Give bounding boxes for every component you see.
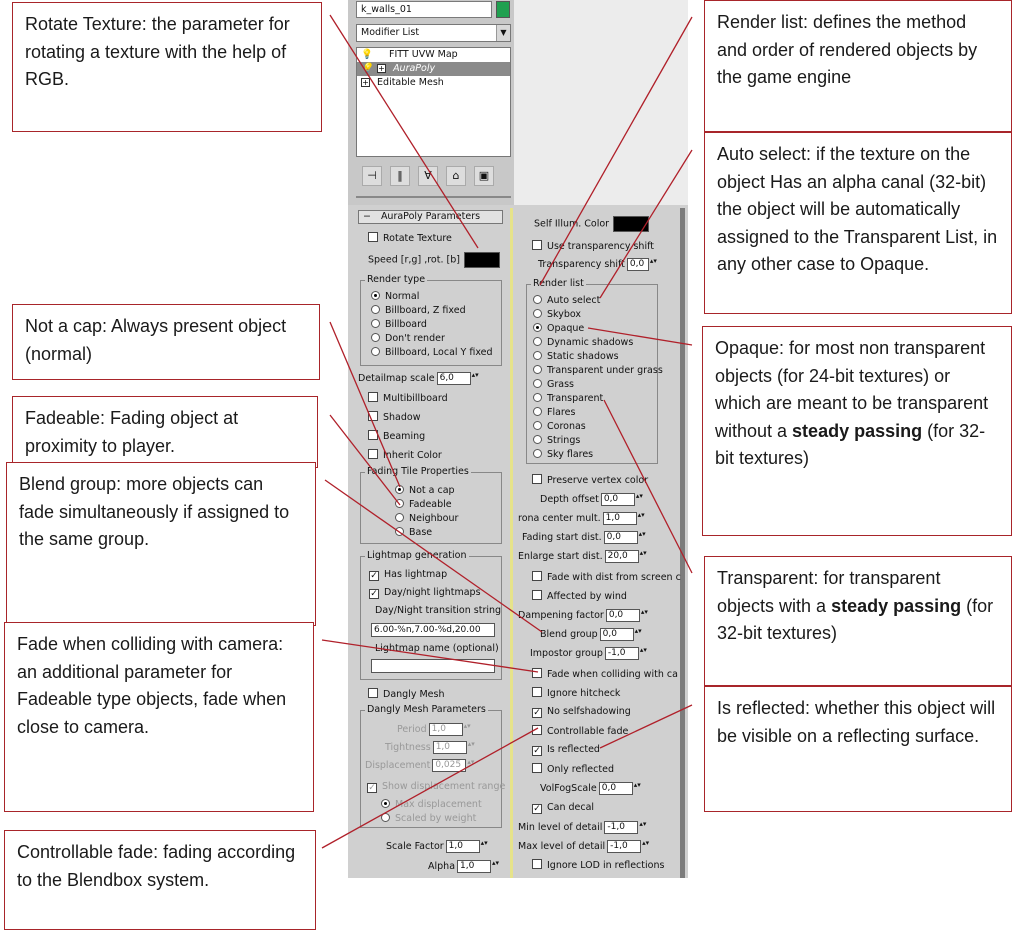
- ignore-hitcheck-checkbox[interactable]: Ignore hitcheck: [532, 687, 620, 699]
- displacement-row: Displacement 0,025 ▴▾: [365, 759, 466, 772]
- modifier-stack: [356, 47, 511, 157]
- stack-toolbar: [356, 162, 511, 190]
- expand-icon[interactable]: +: [362, 78, 369, 87]
- only-reflected-checkbox[interactable]: Only reflected: [532, 763, 614, 775]
- alpha-spinner[interactable]: 1,0 ▴▾: [457, 860, 491, 873]
- scaled-weight-radio[interactable]: Scaled by weight: [381, 813, 476, 824]
- blend-group-row: Blend group 0,0 ▴▾: [540, 628, 634, 641]
- lightmap-name-input[interactable]: [371, 659, 495, 673]
- lightbulb-icon[interactable]: 💡: [361, 49, 373, 60]
- render-list-strings[interactable]: Strings: [533, 435, 580, 446]
- lightmap-group: Lightmap generation ✓ Has lightmap ✓ Day/night lightmaps Day/Night transition string 6.00-%n,7.00-%d,20.00 Lightmap name (optional): [360, 556, 502, 680]
- self-illum-row: Self Illum. Color: [534, 216, 649, 232]
- transition-label: Day/Night transition string: [375, 605, 502, 616]
- modifier-list-label: Modifier List: [361, 27, 420, 38]
- scale-factor-row: Scale Factor 1,0 ▴▾: [386, 840, 480, 853]
- make-unique-icon[interactable]: ∀: [418, 166, 438, 186]
- lightmap-name-label: Lightmap name (optional): [375, 643, 499, 654]
- render-type-billboard[interactable]: Billboard: [371, 319, 427, 330]
- fading-neighbour[interactable]: Neighbour: [395, 513, 458, 524]
- panel-splitter[interactable]: [510, 208, 513, 878]
- checkbox-icon[interactable]: [368, 232, 378, 242]
- period-row: Period 1,0 ▴▾: [397, 723, 463, 736]
- fading-start-spinner[interactable]: 0,0 ▴▾: [604, 531, 638, 544]
- no-selfshadowing-checkbox[interactable]: ✓ No selfshadowing: [533, 706, 631, 718]
- fade-screen-checkbox[interactable]: Fade with dist from screen c: [532, 571, 681, 583]
- object-name-field[interactable]: k_walls_01: [356, 1, 492, 18]
- aurapoly-panel: [348, 0, 688, 878]
- collapse-icon[interactable]: −: [363, 211, 371, 222]
- max-lod-spinner[interactable]: -1,0 ▴▾: [607, 840, 641, 853]
- render-list-skybox[interactable]: Skybox: [533, 309, 581, 320]
- impostor-group-spinner[interactable]: -1,0 ▴▾: [605, 647, 639, 660]
- callout-is-reflected: Is reflected: whether this object will be visible on a reflecting surface.: [704, 686, 1012, 812]
- modifier-list-dropdown[interactable]: [356, 24, 511, 42]
- beaming-checkbox[interactable]: Beaming: [368, 430, 425, 442]
- controllable-fade-checkbox[interactable]: Controllable fade: [532, 725, 628, 737]
- ignore-lod-checkbox[interactable]: Ignore LOD in reflections: [532, 859, 664, 871]
- is-reflected-checkbox[interactable]: ✓ Is reflected: [533, 744, 600, 756]
- fading-not-a-cap[interactable]: Not a cap: [395, 485, 455, 496]
- render-list-flares[interactable]: Flares: [533, 407, 575, 418]
- fading-base[interactable]: Base: [395, 527, 432, 538]
- max-lod-row: Max level of detail -1,0 ▴▾: [518, 840, 641, 853]
- dampening-row: Dampening factor 0,0 ▴▾: [518, 609, 640, 622]
- min-lod-row: Min level of detail -1,0 ▴▾: [518, 821, 638, 834]
- render-type-dont-render[interactable]: Don't render: [371, 333, 445, 344]
- impostor-group-row: Impostor group -1,0 ▴▾: [530, 647, 639, 660]
- divider: [356, 196, 511, 198]
- rotate-texture-checkbox[interactable]: Rotate Texture: [368, 232, 452, 244]
- speed-color-swatch[interactable]: [464, 252, 500, 268]
- render-list-coronas[interactable]: Coronas: [533, 421, 586, 432]
- transparency-shift-spinner[interactable]: 0,0 ▴▾: [627, 258, 649, 271]
- callout-transparent: Transparent: for transparent objects with a steady passing (for 32-bit textures): [704, 556, 1012, 686]
- render-list-grass[interactable]: Grass: [533, 379, 574, 390]
- shadow-checkbox[interactable]: Shadow: [368, 411, 421, 423]
- dangly-params-group: Dangly Mesh Parameters Period 1,0 ▴▾ Tightness 1,0 ▴▾ Displacement 0,025 ▴▾ ✓ Show displacement range Max displacement Scaled by weight: [360, 710, 502, 828]
- render-list-transparent[interactable]: Transparent: [533, 393, 603, 404]
- alpha-row: Alpha 1,0 ▴▾: [428, 860, 491, 873]
- callout-controllable-fade: Controllable fade: fading according to the Blendbox system.: [4, 830, 316, 930]
- dampening-spinner[interactable]: 0,0 ▴▾: [606, 609, 640, 622]
- has-lightmap-checkbox[interactable]: ✓ Has lightmap: [370, 569, 448, 581]
- rollout-aurapoly-parameters[interactable]: − AuraPoly Parameters: [358, 210, 503, 224]
- detailmap-scale-row: Detailmap scale 6,0 ▴▾: [358, 372, 471, 385]
- stack-item-aurapoly[interactable]: 💡 + AuraPoly: [357, 62, 510, 76]
- render-type-normal[interactable]: Normal: [371, 291, 419, 302]
- volfog-spinner[interactable]: 0,0 ▴▾: [599, 782, 633, 795]
- callout-opaque: Opaque: for most non transparent objects (for 24-bit textures) or which are meant to be transparent without a steady passing (for 32-bit textures): [702, 326, 1012, 536]
- inherit-color-checkbox[interactable]: Inherit Color: [368, 449, 442, 461]
- speed-row: Speed [r,g] ,rot. [b]: [368, 252, 500, 268]
- fading-start-row: Fading start dist. 0,0 ▴▾: [522, 531, 638, 544]
- tightness-spinner[interactable]: 1,0 ▴▾: [433, 741, 467, 754]
- corona-center-row: rona center mult. 1,0 ▴▾: [518, 512, 637, 525]
- period-spinner[interactable]: 1,0 ▴▾: [429, 723, 463, 736]
- dangly-mesh-checkbox[interactable]: Dangly Mesh: [368, 688, 444, 700]
- scale-factor-spinner[interactable]: 1,0 ▴▾: [446, 840, 480, 853]
- callout-fadeable: Fadeable: Fading object at proximity to player.: [12, 396, 318, 468]
- callout-not-a-cap: Not a cap: Always present object (normal): [12, 304, 320, 380]
- transition-input[interactable]: 6.00-%n,7.00-%d,20.00: [371, 623, 495, 637]
- expand-icon[interactable]: +: [378, 64, 385, 73]
- remove-modifier-icon[interactable]: ⌂: [446, 166, 466, 186]
- render-list-opaque[interactable]: Opaque: [533, 323, 584, 334]
- volfog-row: VolFogScale 0,0 ▴▾: [540, 782, 633, 795]
- daynight-lightmaps-checkbox[interactable]: ✓ Day/night lightmaps: [370, 587, 481, 599]
- blend-group-spinner[interactable]: 0,0 ▴▾: [600, 628, 634, 641]
- self-illum-color-swatch[interactable]: [613, 216, 649, 232]
- can-decal-checkbox[interactable]: ✓ Can decal: [533, 802, 595, 814]
- displacement-spinner[interactable]: 0,025 ▴▾: [432, 759, 466, 772]
- render-type-group: Render type Normal Billboard, Z fixed Billboard Don't render Billboard, Local Y fixed: [360, 280, 502, 366]
- callout-rotate-texture: Rotate Texture: the parameter for rotating a texture with the help of RGB.: [12, 2, 322, 132]
- parameters-right-column: [518, 208, 680, 878]
- object-color-swatch[interactable]: [496, 1, 510, 18]
- show-end-result-icon[interactable]: ‖: [390, 166, 410, 186]
- fade-colliding-checkbox[interactable]: Fade when colliding with ca: [532, 668, 678, 680]
- depth-offset-spinner[interactable]: 0,0 ▴▾: [601, 493, 635, 506]
- configure-sets-icon[interactable]: ▣: [474, 166, 494, 186]
- render-list-static-shadows[interactable]: Static shadows: [533, 351, 619, 362]
- render-list-sky-flares[interactable]: Sky flares: [533, 449, 593, 460]
- render-type-billboard-z[interactable]: Billboard, Z fixed: [371, 305, 466, 316]
- callout-auto-select: Auto select: if the texture on the object Has an alpha canal (32-bit) the object will be automatically assigned to the Transparent List, in any other case to Opaque.: [704, 132, 1012, 314]
- tightness-row: Tightness 1,0 ▴▾: [385, 741, 467, 754]
- enlarge-start-row: Enlarge start dist. 20,0 ▴▾: [518, 550, 639, 563]
- fading-tile-group: Fading Tile Properties Not a cap Fadeable Neighbour Base: [360, 472, 502, 544]
- use-transparency-checkbox[interactable]: Use transparency shift: [532, 240, 654, 252]
- render-list-transparent-under-grass[interactable]: Transparent under grass: [533, 365, 663, 376]
- fading-fadeable[interactable]: Fadeable: [395, 499, 452, 510]
- render-list-group: Render list Auto select Skybox Opaque Dynamic shadows Static shadows Transparent under grass Grass Transparent Flares Coronas Strings Sky flares: [526, 284, 658, 464]
- chevron-down-icon[interactable]: ▼: [496, 25, 510, 41]
- callout-fade-colliding: Fade when colliding with camera: an additional parameter for Fadeable type objects, fade when close to camera.: [4, 622, 314, 812]
- min-lod-spinner[interactable]: -1,0 ▴▾: [604, 821, 638, 834]
- show-disp-checkbox[interactable]: ✓ Show displacement range: [368, 781, 506, 793]
- render-list-auto-select[interactable]: Auto select: [533, 295, 600, 306]
- parameters-left-column: [356, 208, 506, 878]
- preserve-vertex-checkbox[interactable]: Preserve vertex color: [532, 474, 648, 486]
- max-disp-radio[interactable]: Max displacement: [381, 799, 482, 810]
- lightbulb-icon[interactable]: 💡: [361, 63, 373, 74]
- pin-stack-icon[interactable]: ⊣: [362, 166, 382, 186]
- callout-render-list: Render list: defines the method and order of rendered objects by the game engine: [704, 0, 1012, 132]
- affected-wind-checkbox[interactable]: Affected by wind: [532, 590, 627, 602]
- depth-offset-row: Depth offset 0,0 ▴▾: [540, 493, 635, 506]
- stack-item-editable-mesh[interactable]: + Editable Mesh: [362, 77, 444, 88]
- render-type-billboard-local-y[interactable]: Billboard, Local Y fixed: [371, 347, 493, 358]
- multibillboard-checkbox[interactable]: Multibillboard: [368, 392, 448, 404]
- stack-item-fitt-uvw[interactable]: 💡 FITT UVW Map: [361, 49, 458, 60]
- detailmap-scale-spinner[interactable]: 6,0 ▴▾: [437, 372, 471, 385]
- render-list-dynamic-shadows[interactable]: Dynamic shadows: [533, 337, 633, 348]
- corona-center-spinner[interactable]: 1,0 ▴▾: [603, 512, 637, 525]
- callout-blend-group: Blend group: more objects can fade simultaneously if assigned to the same group.: [6, 462, 316, 626]
- transparency-shift-row: Transparency shift 0,0 ▴▾: [538, 258, 649, 271]
- enlarge-start-spinner[interactable]: 20,0 ▴▾: [605, 550, 639, 563]
- scrollbar[interactable]: [680, 208, 685, 878]
